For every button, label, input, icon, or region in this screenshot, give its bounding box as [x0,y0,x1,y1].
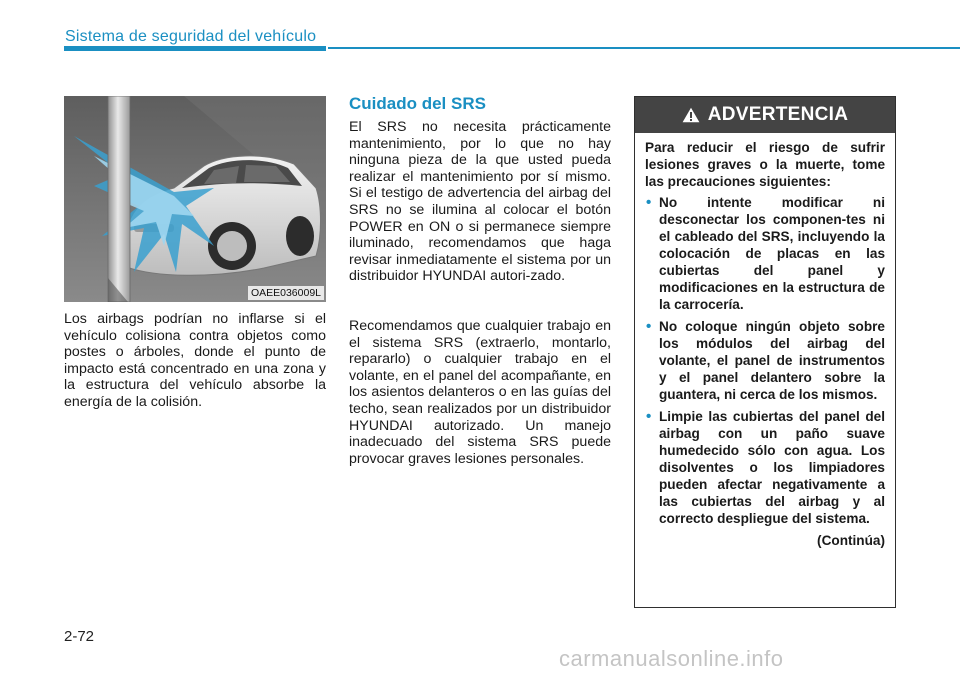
srs-care-paragraph-2: Recomendamos que cualquier trabajo en el sistema SRS (extraerlo, montarlo, repararlo) o cualquier trabajo en el volante, en el panel del acompañante, en los asientos delanteros o en las guías del techo, sean realizados por un distribuidor HYUNDAI autorizado. Un manejo inadecuado del sistema SRS puede provocar graves lesiones personales. [349,318,611,467]
bullet-icon: • [646,318,652,335]
warning-list [645,194,885,527]
watermark: carmanualsonline.info [559,646,784,671]
srs-care-paragraph-1: El SRS no necesita prácticamente mantenimiento, por lo que no hay ninguna pieza de la que usted pueda realizar el mantenimiento por sí mismo. Si el testigo de advertencia del airbag del SRS no se ilumina al colocar el botón POWER en ON o si permanece siempre iluminado, recomendamos que haga revisar inmediatamente el sistema por un distribuidor HYUNDAI autori-zado. [349,119,611,285]
warning-intro: Para reducir el riesgo de sufrir lesiones graves o la muerte, tome las precauciones siguientes: [645,140,885,189]
warning-body [635,133,895,549]
continued-label: (Continúa) [817,533,885,548]
warning-header [635,97,895,133]
bullet-icon: • [646,408,652,425]
collision-note: Los airbags podrían no inflarse si el vehículo colisiona contra objetos como postes o árboles, donde el punto de impacto está concentrado en una zona y la estructura del vehículo absorbe la energía de la colisión. [64,311,326,410]
car-pole-collision-illustration [64,96,326,302]
list-item: • No intente modificar ni desconectar los componen-tes ni el cableado del SRS, incluyendo la colocación de placas en las cubiertas del panel y modificaciones en la estructura de la carrocería. [646,194,885,312]
header-bar-thick [64,46,326,51]
page-number: 2-72 [64,628,95,645]
crash-illustration [64,96,326,302]
list-item: • Limpie las cubiertas del panel del airbag con un paño suave humedecido sólo con agua. Los disolventes o los limpiadores pueden afectar negativamente a las cubiertas del airbag y al correcto despliegue del sistema. [646,408,885,526]
warning-box [634,96,896,608]
warning-title: ADVERTENCIA [707,104,849,125]
section-title: Sistema de seguridad del vehículo [65,28,317,45]
bullet-icon: • [646,194,652,211]
section-heading: Cuidado del SRS [349,94,486,113]
header-bar-thin [328,47,960,49]
list-item: • No coloque ningún objeto sobre los módulos del airbag del volante, el panel de instrumentos y el panel delantero sobre la guantera, ni cerca de los mismos. [646,318,885,402]
figure-code: OAEE036009L [248,286,324,300]
warning-triangle-icon [682,107,700,123]
